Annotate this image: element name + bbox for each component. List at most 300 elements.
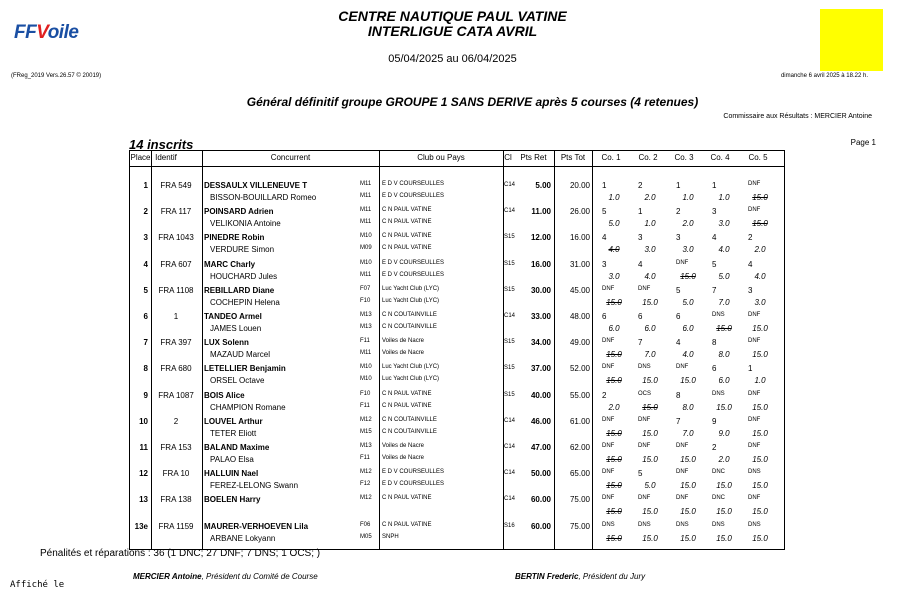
- column-header: Concurrent: [270, 153, 311, 162]
- column-header: Place: [130, 153, 151, 162]
- crew-name: JAMES Louen: [210, 324, 262, 333]
- club-cell: C N COUTAINVILLE: [382, 312, 437, 318]
- place-cell: 12: [139, 469, 148, 479]
- event-title: INTERLIGUE CATA AVRIL: [367, 23, 538, 39]
- points-retained: 60.00: [530, 521, 551, 531]
- race-points: 15.0: [752, 219, 768, 229]
- class-cell: S15: [504, 286, 515, 293]
- race-rank: DNS: [712, 390, 725, 397]
- category-cell: F11: [360, 338, 370, 345]
- category-cell: M11: [360, 219, 372, 226]
- place-cell: 9: [143, 390, 148, 400]
- category-cell: M13: [360, 312, 372, 318]
- crew-name: VELIKONIA Antoine: [210, 219, 281, 229]
- race-rank: DNS: [676, 521, 689, 528]
- class-cell: S15: [504, 234, 515, 241]
- race-rank: 7: [712, 285, 717, 295]
- race-rank: 3: [712, 207, 717, 217]
- place-cell: 6: [143, 312, 148, 321]
- skipper-name: LUX Solenn: [204, 338, 249, 348]
- race-points: 7.0: [644, 350, 656, 360]
- race-rank: DNF: [638, 495, 651, 502]
- race-points: 4.0: [644, 271, 656, 281]
- points-retained: 33.00: [530, 312, 551, 321]
- points-total: 75.00: [569, 495, 590, 505]
- race-rank: DNF: [602, 338, 615, 345]
- club-cell: Voiles de Nacre: [382, 455, 425, 461]
- column-divider: [379, 151, 380, 549]
- crew-name: ARBANE Lokyann: [210, 533, 276, 543]
- race-rank: 1: [676, 181, 681, 190]
- column-header: Pts Tot: [560, 153, 586, 162]
- points-retained: 50.00: [530, 469, 551, 479]
- class-cell: S15: [504, 339, 515, 346]
- category-cell: M12: [360, 416, 372, 423]
- race-points: 15.0: [642, 376, 658, 386]
- skipper-name: MAURER-VERHOEVEN Lila: [204, 521, 309, 531]
- race-rank: 5: [638, 469, 643, 479]
- skipper-name: LOUVEL Arthur: [204, 416, 263, 426]
- race-rank: DNF: [748, 495, 761, 502]
- race-points: 7.0: [682, 428, 694, 438]
- race-rank: 1: [712, 181, 717, 190]
- race-rank: 1: [602, 181, 607, 190]
- race-points: 15.0: [752, 507, 768, 517]
- club-cell: E D V COURSEULLES: [382, 481, 445, 488]
- posted-on: Affiché le: [10, 580, 65, 590]
- crew-name: FEREZ-LELONG Swann: [210, 481, 299, 491]
- category-cell: F12: [360, 481, 371, 488]
- category-cell: M12: [360, 469, 372, 476]
- race-points: 15.0: [716, 324, 732, 333]
- points-retained: 37.00: [530, 364, 551, 374]
- race-rank: 1: [638, 207, 643, 217]
- points-retained: 12.00: [530, 233, 551, 243]
- skipper-name: BALAND Maxime: [204, 443, 270, 452]
- place-cell: 2: [143, 207, 148, 217]
- column-header: Co. 3: [674, 153, 694, 162]
- category-cell: M15: [360, 428, 372, 435]
- race-points: 9.0: [718, 428, 730, 438]
- race-rank: DNS: [602, 521, 615, 528]
- race-rank: DNF: [676, 259, 689, 266]
- club-cell: E D V COURSEULLES: [382, 193, 445, 199]
- points-retained: 5.00: [535, 181, 551, 190]
- place-cell: 3: [143, 233, 148, 243]
- race-rank: 4: [748, 259, 753, 269]
- jury-president-signature: BERTIN Frederic, Président du Jury: [515, 572, 646, 581]
- skipper-name: BOIS Alice: [204, 390, 245, 400]
- category-cell: F11: [360, 402, 370, 409]
- club-cell: Luc Yacht Club (LYC): [382, 376, 440, 383]
- race-points: 1.0: [754, 376, 766, 386]
- category-cell: M13: [360, 324, 372, 330]
- race-points: 15.0: [606, 350, 622, 360]
- race-points: 5.0: [682, 297, 694, 307]
- club-cell: SNPH: [382, 533, 399, 540]
- class-cell: C14: [504, 208, 516, 215]
- race-rank: DNF: [748, 416, 761, 423]
- race-points: 15.0: [752, 350, 768, 360]
- place-cell: 1: [143, 181, 148, 190]
- race-rank: 6: [712, 364, 717, 374]
- race-rank: 6: [602, 312, 607, 321]
- identif-cell: FRA 680: [160, 364, 192, 374]
- race-points: 15.0: [680, 481, 696, 491]
- race-points: 3.0: [644, 245, 656, 255]
- identif-cell: 2: [173, 416, 179, 426]
- club-cell: C N PAUL VATINE: [382, 219, 432, 226]
- points-retained: 30.00: [530, 285, 551, 295]
- race-rank: DNF: [676, 495, 689, 502]
- category-cell: F07: [360, 285, 371, 292]
- crew-name: COCHEPIN Helena: [210, 297, 280, 307]
- race-points: 2.0: [608, 402, 620, 412]
- race-points: 4.0: [682, 350, 694, 360]
- club-cell: C N PAUL VATINE: [382, 521, 432, 528]
- race-points: 2.0: [682, 219, 694, 229]
- crew-name: BISSON-BOUILLARD Romeo: [210, 193, 317, 202]
- race-points: 15.0: [606, 481, 622, 491]
- club-cell: Luc Yacht Club (LYC): [382, 297, 440, 304]
- race-rank: 4: [602, 233, 607, 243]
- identif-cell: FRA 1087: [158, 390, 194, 400]
- points-total: 48.00: [569, 312, 590, 321]
- column-header: Co. 1: [601, 153, 621, 162]
- results-table: [129, 150, 785, 550]
- club-cell: C N PAUL VATINE: [382, 207, 432, 214]
- race-rank: DNF: [602, 495, 615, 502]
- points-total: 26.00: [569, 207, 590, 217]
- commissaire: Commissaire aux Résultats : MERCIER Antoine: [723, 113, 872, 120]
- race-points: 5.0: [718, 271, 730, 281]
- points-total: 75.00: [569, 521, 590, 531]
- software-version: (FReg_2019 Vers.26.57 © 20019): [11, 73, 102, 79]
- race-points: 15.0: [642, 455, 658, 464]
- crew-name: VERDURE Simon: [210, 245, 275, 255]
- race-rank: DNF: [638, 443, 651, 449]
- race-points: 15.0: [606, 533, 622, 543]
- race-points: 15.0: [680, 533, 696, 543]
- club-cell: Voiles de Nacre: [382, 338, 425, 345]
- category-cell: M11: [360, 350, 372, 357]
- club-cell: Luc Yacht Club (LYC): [382, 285, 440, 292]
- category-cell: M10: [360, 364, 372, 371]
- race-points: 2.0: [754, 245, 766, 255]
- race-points: 15.0: [642, 533, 658, 543]
- race-rank: DNF: [748, 207, 761, 214]
- race-points: 3.0: [608, 271, 620, 281]
- race-rank: DNF: [602, 443, 615, 449]
- ffvoile-logo: FFVoile: [14, 22, 79, 43]
- place-cell: 10: [139, 416, 148, 426]
- points-total: 16.00: [569, 233, 590, 243]
- race-rank: 3: [748, 285, 753, 295]
- race-rank: 3: [676, 233, 681, 243]
- race-rank: DNF: [748, 181, 761, 187]
- category-cell: M11: [360, 181, 372, 187]
- points-total: 49.00: [569, 338, 590, 348]
- identif-cell: 1: [173, 312, 179, 321]
- race-points: 6.0: [718, 376, 730, 386]
- points-total: 20.00: [569, 181, 590, 190]
- points-retained: 11.00: [531, 207, 551, 217]
- points-retained: 46.00: [530, 416, 551, 426]
- print-date: dimanche 6 avril 2025 à 18.22 h.: [780, 73, 868, 79]
- race-rank: 8: [676, 390, 681, 400]
- race-points: 15.0: [642, 297, 658, 307]
- race-points: 15.0: [680, 507, 696, 517]
- crew-name: ORSEL Octave: [210, 376, 265, 386]
- club-cell: Luc Yacht Club (LYC): [382, 364, 440, 371]
- race-rank: 2: [602, 390, 607, 400]
- race-rank: 4: [712, 233, 717, 243]
- place-cell: 4: [143, 259, 148, 269]
- race-rank: 8: [712, 338, 717, 348]
- page-number: Page 1: [850, 138, 876, 147]
- race-points: 1.0: [608, 193, 620, 202]
- class-cell: C14: [504, 417, 516, 424]
- crew-name: PALAO Elsa: [210, 455, 254, 464]
- race-points: 15.0: [752, 481, 768, 491]
- category-cell: F06: [360, 521, 371, 528]
- skipper-name: BOELEN Harry: [204, 495, 261, 505]
- race-points: 6.0: [608, 324, 620, 333]
- race-rank: 9: [712, 416, 717, 426]
- race-rank: DNF: [748, 312, 761, 318]
- column-divider: [202, 151, 203, 549]
- place-cell: 11: [139, 443, 148, 452]
- crew-name: HOUCHARD Jules: [210, 271, 278, 281]
- category-cell: M11: [360, 193, 372, 199]
- race-rank: DNS: [748, 469, 761, 476]
- race-points: 5.0: [608, 219, 620, 229]
- class-cell: C14: [504, 496, 516, 503]
- club-cell: C N PAUL VATINE: [382, 495, 432, 502]
- category-cell: F11: [360, 455, 370, 461]
- club-cell: E D V COURSEULLES: [382, 259, 445, 266]
- race-points: 15.0: [716, 481, 732, 491]
- race-rank: DNS: [748, 521, 761, 528]
- place-cell: 8: [143, 364, 148, 374]
- race-rank: 4: [676, 338, 681, 348]
- race-rank: DNF: [602, 416, 615, 423]
- race-rank: DNS: [712, 312, 725, 318]
- race-points: 2.0: [718, 455, 730, 464]
- identif-cell: FRA 607: [160, 259, 192, 269]
- category-cell: M12: [360, 495, 372, 502]
- class-cell: S15: [504, 260, 515, 267]
- points-total: 45.00: [569, 285, 590, 295]
- race-points: 15.0: [680, 271, 696, 281]
- category-cell: F10: [360, 390, 371, 397]
- club-cell: C N COUTAINVILLE: [382, 416, 437, 423]
- category-cell: F10: [360, 297, 371, 304]
- club-cell: Voiles de Nacre: [382, 443, 425, 449]
- race-points: 15.0: [716, 402, 732, 412]
- penalties-summary: Pénalités et réparations : 36 (1 DNC; 27 DNF; 7 DNS; 1 OCS; ): [40, 548, 321, 559]
- race-points: 6.0: [644, 324, 656, 333]
- club-cell: C N PAUL VATINE: [382, 233, 432, 240]
- race-rank: DNF: [638, 416, 651, 423]
- race-officer-signature: MERCIER Antoine, Président du Comité de Course: [133, 572, 318, 581]
- race-points: 6.0: [682, 324, 694, 333]
- identif-cell: FRA 1159: [158, 521, 194, 531]
- results-subtitle: Général définitif groupe GROUPE 1 SANS DERIVE après 5 courses (4 retenues): [246, 95, 699, 109]
- race-points: 15.0: [680, 376, 696, 386]
- skipper-name: TANDEO Armel: [204, 312, 262, 321]
- race-points: 15.0: [752, 193, 768, 202]
- club-cell: C N PAUL VATINE: [382, 402, 432, 409]
- points-total: 52.00: [569, 364, 590, 374]
- skipper-name: DESSAULX VILLENEUVE T: [204, 181, 308, 190]
- identif-cell: FRA 153: [160, 443, 192, 452]
- points-total: 62.00: [569, 443, 590, 452]
- skipper-name: REBILLARD Diane: [204, 285, 275, 295]
- race-points: 8.0: [682, 402, 694, 412]
- place-cell: 7: [143, 338, 148, 348]
- race-rank: DNC: [712, 495, 725, 502]
- race-rank: 7: [676, 416, 681, 426]
- column-header: Pts Ret: [520, 153, 547, 162]
- category-cell: M10: [360, 259, 372, 266]
- club-cell: Voiles de Nacre: [382, 350, 425, 357]
- column-header: Club ou Pays: [417, 153, 465, 162]
- race-rank: 5: [676, 285, 681, 295]
- race-points: 4.0: [754, 271, 766, 281]
- club-cell: C N COUTAINVILLE: [382, 324, 437, 330]
- identif-cell: FRA 549: [160, 181, 192, 190]
- club-cell: E D V COURSEULLES: [382, 271, 445, 278]
- race-points: 3.0: [754, 297, 766, 307]
- category-cell: M11: [360, 207, 372, 214]
- points-total: 31.00: [569, 259, 590, 269]
- race-rank: DNF: [676, 469, 689, 476]
- identif-cell: FRA 397: [160, 338, 192, 348]
- race-points: 15.0: [606, 428, 622, 438]
- class-cell: C14: [504, 182, 516, 188]
- column-header: Cl: [504, 153, 512, 162]
- race-points: 15.0: [752, 455, 768, 464]
- club-cell: C N COUTAINVILLE: [382, 428, 437, 435]
- place-cell: 5: [143, 285, 148, 295]
- race-rank: 2: [676, 207, 681, 217]
- column-header: Identif: [155, 153, 177, 162]
- class-cell: C14: [504, 313, 516, 319]
- column-header: Co. 2: [638, 153, 658, 162]
- race-rank: DNS: [638, 364, 651, 371]
- race-points: 15.0: [752, 402, 768, 412]
- race-points: 1.0: [718, 193, 730, 202]
- category-cell: M11: [360, 271, 372, 278]
- race-points: 15.0: [642, 428, 658, 438]
- points-total: 65.00: [569, 469, 590, 479]
- race-rank: DNF: [748, 390, 761, 397]
- points-retained: 16.00: [530, 259, 551, 269]
- race-points: 15.0: [716, 533, 732, 543]
- race-points: 15.0: [752, 428, 768, 438]
- race-points: 15.0: [716, 507, 732, 517]
- race-points: 1.0: [644, 219, 656, 229]
- club-cell: E D V COURSEULLES: [382, 469, 445, 476]
- race-points: 15.0: [606, 455, 622, 464]
- skipper-name: MARC Charly: [204, 259, 256, 269]
- column-divider: [592, 151, 593, 549]
- header-divider: [130, 166, 784, 167]
- skipper-name: POINSARD Adrien: [204, 207, 274, 217]
- place-cell: 13: [139, 495, 148, 505]
- class-cell: C14: [504, 444, 516, 450]
- race-rank: DNF: [748, 443, 761, 449]
- class-cell: S16: [504, 522, 515, 529]
- race-rank: 6: [676, 312, 681, 321]
- race-rank: 3: [638, 233, 643, 243]
- club-cell: E D V COURSEULLES: [382, 181, 445, 187]
- race-points: 15.0: [752, 533, 768, 543]
- race-points: 15.0: [606, 297, 622, 307]
- crew-name: CHAMPION Romane: [210, 402, 286, 412]
- race-rank: 2: [748, 233, 753, 243]
- identif-cell: FRA 1108: [158, 285, 194, 295]
- category-cell: M05: [360, 533, 372, 540]
- event-dates: 05/04/2025 au 06/04/2025: [388, 53, 517, 65]
- crew-name: TETER Eliott: [210, 428, 257, 438]
- race-rank: OCS: [638, 390, 652, 397]
- identif-cell: FRA 1043: [158, 233, 194, 243]
- points-retained: 60.00: [530, 495, 551, 505]
- race-rank: 7: [638, 338, 643, 348]
- race-points: 8.0: [718, 350, 730, 360]
- points-retained: 47.00: [530, 443, 551, 452]
- points-retained: 40.00: [530, 390, 551, 400]
- race-rank: DNF: [748, 338, 761, 345]
- race-rank: 6: [638, 312, 643, 321]
- identif-cell: FRA 10: [162, 469, 190, 479]
- race-points: 1.0: [682, 193, 694, 202]
- category-cell: M10: [360, 233, 372, 240]
- race-points: 5.0: [644, 481, 656, 491]
- club-cell: C N PAUL VATINE: [382, 390, 432, 397]
- race-rank: 2: [638, 181, 643, 190]
- race-rank: DNS: [638, 521, 651, 528]
- race-points: 15.0: [642, 507, 658, 517]
- skipper-name: LETELLIER Benjamin: [204, 364, 286, 374]
- class-cell: S15: [504, 391, 515, 398]
- race-rank: 2: [712, 443, 717, 452]
- club-title: CENTRE NAUTIQUE PAUL VATINE: [338, 8, 567, 24]
- race-points: 4.0: [608, 245, 620, 255]
- identif-cell: FRA 117: [160, 207, 192, 217]
- club-cell: C N PAUL VATINE: [382, 245, 432, 252]
- column-header: Co. 4: [710, 153, 730, 162]
- class-cell: S15: [504, 365, 515, 372]
- race-points: 15.0: [752, 324, 768, 333]
- race-points: 3.0: [682, 245, 694, 255]
- race-rank: 5: [712, 259, 717, 269]
- race-rank: DNF: [602, 469, 615, 476]
- skipper-name: PINEDRE Robin: [204, 233, 265, 243]
- race-points: 4.0: [718, 245, 730, 255]
- points-total: 55.00: [569, 390, 590, 400]
- points-total: 61.00: [569, 416, 590, 426]
- race-rank: 5: [602, 207, 607, 217]
- race-points: 15.0: [642, 402, 658, 412]
- yellow-flag: [820, 9, 883, 71]
- crew-name: MAZAUD Marcel: [210, 350, 271, 360]
- race-points: 7.0: [718, 297, 730, 307]
- skipper-name: HALLUIN Nael: [204, 469, 259, 479]
- race-rank: 3: [602, 259, 607, 269]
